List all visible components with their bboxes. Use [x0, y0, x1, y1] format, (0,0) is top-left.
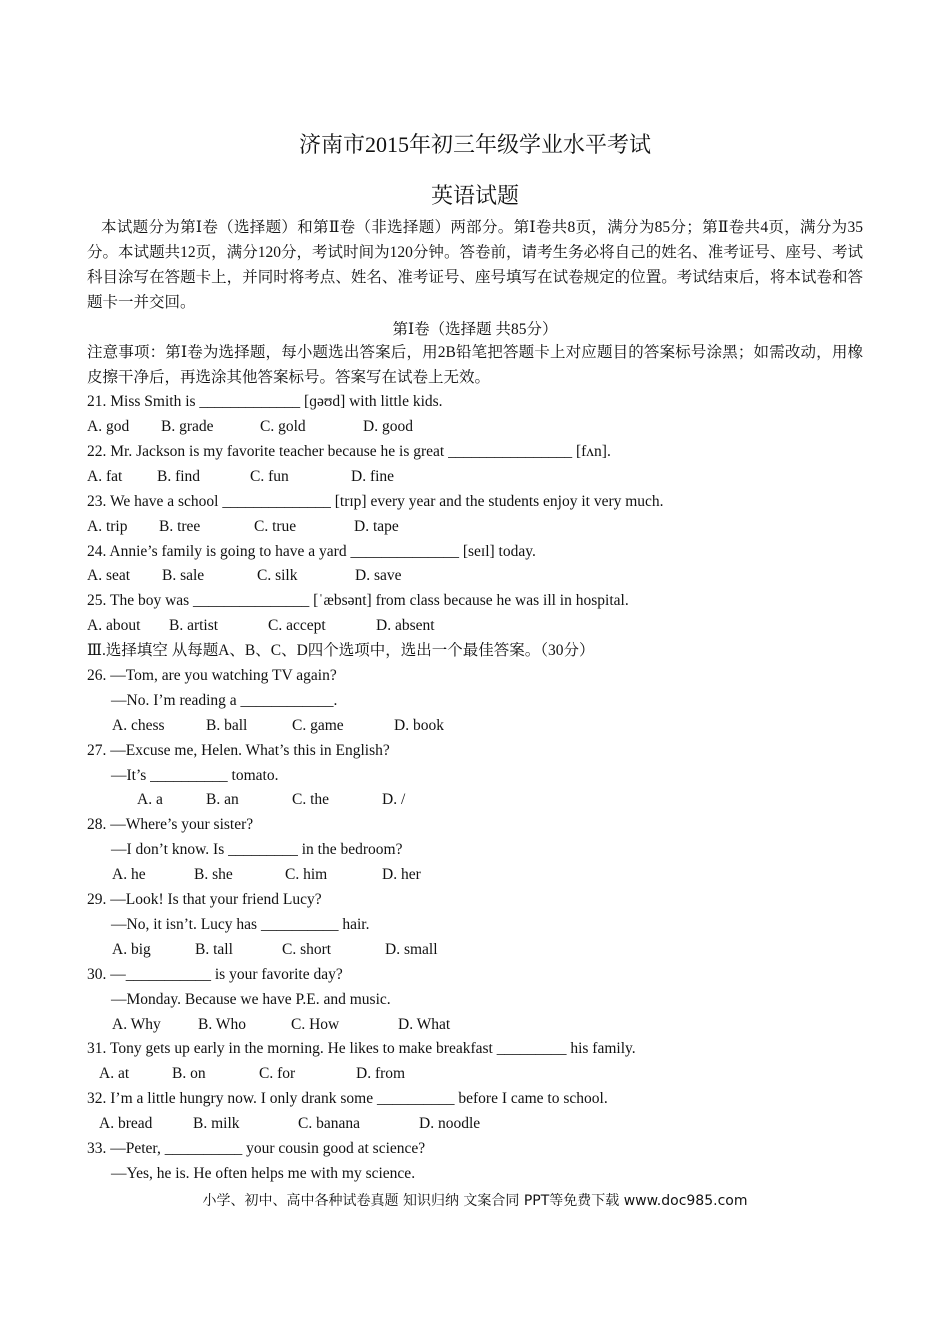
question-28: 28. —Where’s your sister? — [87, 816, 254, 833]
option-b: B. Who — [198, 1016, 246, 1033]
question-23: 23. We have a school ______________ [trɪp] every year and the students enjoy it very much. — [87, 493, 664, 510]
option-c: C. accept — [268, 617, 326, 634]
option-a: A. fat — [87, 468, 123, 485]
option-d: D. book — [394, 717, 444, 734]
question-33: 33. —Peter, __________ your cousin good at science? — [87, 1140, 426, 1157]
option-b: B. sale — [162, 567, 205, 584]
option-b: B. grade — [161, 418, 214, 435]
option-b: B. find — [157, 468, 201, 485]
option-b: B. she — [194, 866, 233, 883]
question-21: 21. Miss Smith is _____________ [ɡəʊd] with little kids. — [87, 393, 443, 410]
section-3-heading: Ⅲ.选择填空 从每题A、B、C、D四个选项中，选出一个最佳答案。（30分） — [87, 642, 595, 659]
intro-text: 本试题分为第Ⅰ卷（选择题）和第Ⅱ卷（非选择题）两部分。第Ⅰ卷共8页，满分为85分；第Ⅱ卷共4页，满分为35分。本试题共12页，满分120分，考试时间为120分钟。答卷前，请考生务必将自己的姓名、准考证号、座号、考试科目涂写在答题卡上，并同时将考点、姓名、准考证号、座号填写在试卷规定的位置。考试结束后，将本试卷和答题卡一并交回。 — [87, 219, 863, 311]
page-title: 济南市2015年初三年级学业水平考试 — [298, 132, 651, 157]
question-22: 22. Mr. Jackson is my favorite teacher because he is great ________________ [fʌn]. — [87, 443, 611, 460]
option-c: C. for — [259, 1065, 296, 1082]
question-29: 29. —Look! Is that your friend Lucy? — [87, 891, 322, 908]
question-28-reply: —I don’t know. Is _________ in the bedroom? — [111, 841, 403, 858]
option-b: B. ball — [206, 717, 248, 734]
option-d: D. absent — [376, 617, 435, 634]
notice-text: 注意事项：第Ⅰ卷为选择题，每小题选出答案后，用2B铅笔把答题卡上对应题目的答案标号涂黑；如需改动，用橡皮擦干净后，再选涂其他答案标号。答案写在试卷上无效。 — [87, 344, 863, 386]
option-c: C. short — [282, 941, 332, 958]
option-d: D. her — [382, 866, 421, 883]
option-d: D. What — [398, 1016, 451, 1033]
option-c: C. fun — [250, 468, 289, 485]
option-b: B. tree — [159, 518, 201, 535]
option-d: D. fine — [351, 468, 395, 485]
question-25: 25. The boy was _______________ [ˈæbsənt] from class because he was ill in hospital. — [87, 592, 629, 609]
question-30-reply: —Monday. Because we have P.E. and music. — [111, 991, 391, 1008]
option-d: D. tape — [354, 518, 399, 535]
page-subtitle: 英语试题 — [430, 183, 519, 208]
question-32: 32. I’m a little hungry now. I only drank some __________ before I came to school. — [87, 1090, 608, 1107]
option-c: C. How — [291, 1016, 340, 1033]
option-d: D. small — [385, 941, 438, 958]
option-c: C. the — [292, 791, 330, 808]
question-27: 27. —Excuse me, Helen. What’s this in English? — [87, 742, 390, 759]
question-30: 30. —___________ is your favorite day? — [87, 966, 343, 983]
question-26-reply: —No. I’m reading a ____________. — [111, 692, 338, 709]
option-d: D. / — [382, 791, 406, 808]
option-d: D. good — [363, 418, 413, 435]
option-c: C. game — [292, 717, 344, 734]
option-d: D. from — [356, 1065, 406, 1082]
option-a: A. bread — [99, 1115, 153, 1132]
option-a: A. about — [87, 617, 141, 634]
option-a: A. god — [87, 418, 130, 435]
question-27-reply: —It’s __________ tomato. — [111, 767, 279, 784]
option-c: C. banana — [298, 1115, 360, 1132]
question-29-reply: —No, it isn’t. Lucy has __________ hair. — [111, 916, 370, 933]
question-31: 31. Tony gets up early in the morning. He likes to make breakfast _________ his family. — [87, 1040, 636, 1057]
option-b: B. on — [172, 1065, 206, 1082]
option-a: A. seat — [87, 567, 131, 584]
option-b: B. an — [206, 791, 239, 808]
option-a: A. Why — [112, 1016, 161, 1033]
intro-paragraph — [87, 215, 863, 315]
option-b: B. tall — [195, 941, 233, 958]
option-a: A. trip — [87, 518, 128, 535]
option-c: C. true — [254, 518, 297, 535]
notice-paragraph — [87, 340, 863, 390]
option-a: A. a — [137, 791, 163, 808]
option-a: A. at — [99, 1065, 130, 1082]
question-24: 24. Annie’s family is going to have a yard ______________ [seɪl] today. — [87, 543, 536, 560]
option-c: C. gold — [260, 418, 306, 435]
section-heading: 第Ⅰ卷（选择题 共85分） — [392, 321, 558, 338]
option-c: C. him — [285, 866, 328, 883]
option-a: A. chess — [112, 717, 165, 734]
option-a: A. he — [112, 866, 146, 883]
option-d: D. save — [355, 567, 402, 584]
option-d: D. noodle — [419, 1115, 481, 1132]
option-a: A. big — [112, 941, 151, 958]
option-b: B. milk — [193, 1115, 240, 1132]
question-26: 26. —Tom, are you watching TV again? — [87, 667, 337, 684]
page-footer: 小学、初中、高中各种试卷真题 知识归纳 文案合同 PPT等免费下载 www.doc985.com — [202, 1193, 748, 1209]
option-b: B. artist — [169, 617, 219, 634]
question-33-reply: —Yes, he is. He often helps me with my science. — [111, 1165, 416, 1182]
option-c: C. silk — [257, 567, 298, 584]
